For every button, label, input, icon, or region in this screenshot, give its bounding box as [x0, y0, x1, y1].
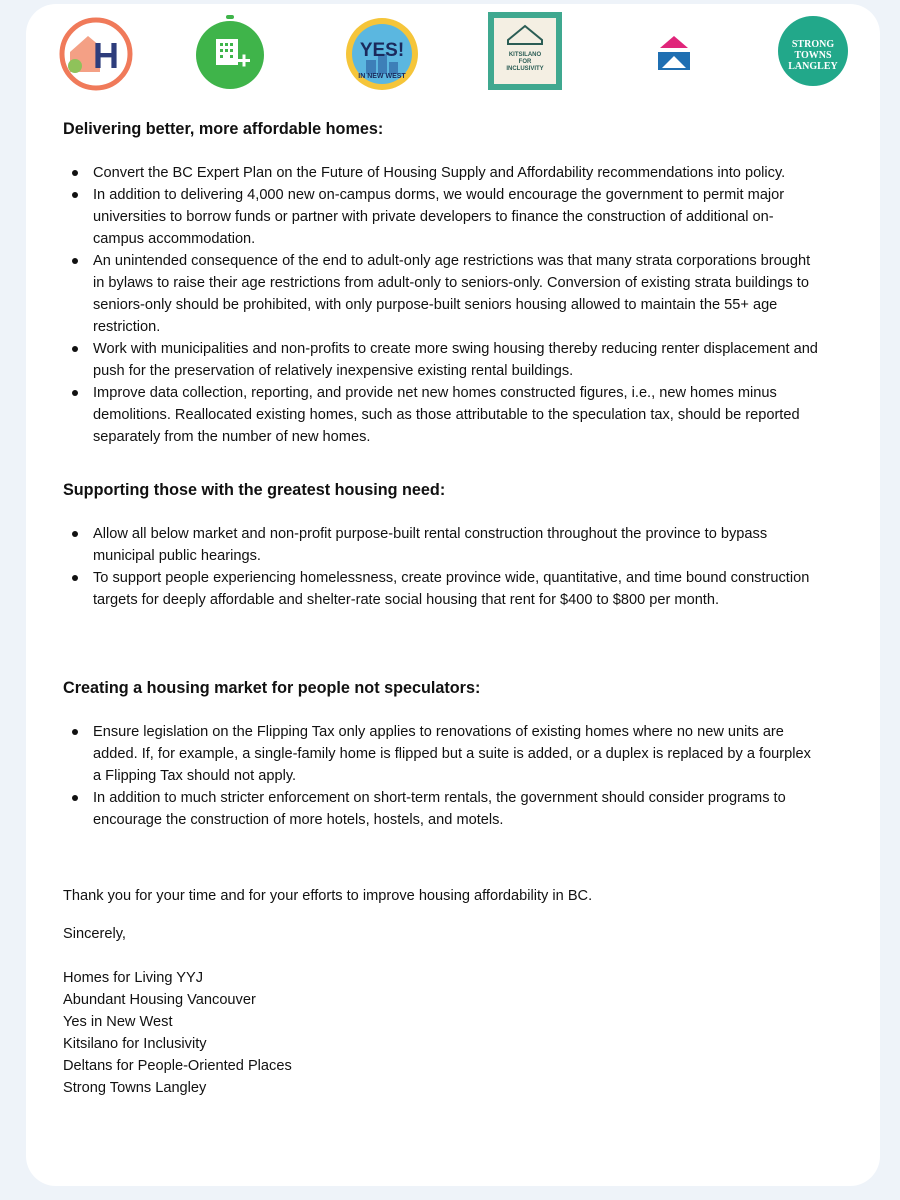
signatory: Deltans for People-Oriented Places [63, 1058, 292, 1074]
svg-text:FOR: FOR [518, 59, 532, 65]
affordable-homes-list [63, 162, 823, 448]
list-item: In addition to much stricter enforcement on short-term rentals, the government should consider programs to encourage the construction of more hotels, hostels, and motels. [63, 787, 823, 831]
svg-text:YES!: YES! [359, 40, 405, 61]
logo-row [26, 4, 880, 104]
signatory: Homes for Living YYJ [63, 970, 204, 986]
svg-text:LANGLEY: LANGLEY [788, 61, 838, 72]
homes-for-living-logo [58, 16, 134, 92]
svg-text:INCLUSIVITY: INCLUSIVITY [506, 66, 544, 72]
svg-text:IN NEW WEST: IN NEW WEST [358, 73, 406, 80]
section-heading-affordable-homes: Delivering better, more affordable homes: [63, 120, 384, 138]
svg-text:TOWNS: TOWNS [794, 50, 832, 61]
section-heading-speculators: Creating a housing market for people not speculators: [63, 679, 481, 697]
section-heading-housing-need: Supporting those with the greatest housing need: [63, 481, 446, 499]
kitsilano-logo [488, 12, 562, 90]
list-item: An unintended consequence of the end to adult-only age restrictions was that many strata corporations brought in bylaws to raise their age restrictions from adult-only to seniors-only. Conversion of existing strata buildings to seniors-only should be prohibited, with only purpose-built seniors housing allowed to maintain the 55+ age restriction. [63, 250, 823, 338]
letter-body [63, 118, 823, 1099]
svg-text:KITSILANO: KITSILANO [508, 52, 542, 58]
sincerely: Sincerely, [63, 926, 126, 942]
list-item: To support people experiencing homelessness, create province wide, quantitative, and time bound construction targets for deeply affordable and shelter-rate social housing that rent for $400 to $800 per month. [63, 567, 823, 611]
thanks-paragraph: Thank you for your time and for your efforts to improve housing affordability in BC. [63, 888, 593, 904]
signatory: Strong Towns Langley [63, 1080, 207, 1096]
abundant-housing-logo [194, 15, 266, 91]
speculators-list [63, 721, 823, 831]
signatory-list [63, 967, 823, 1099]
strong-towns-langley-logo [776, 14, 850, 88]
list-item: Work with municipalities and non-profits to create more swing housing thereby reducing renter displacement and push for the preservation of relatively inexpensive existing rental buildings. [63, 338, 823, 382]
list-item: Allow all below market and non-profit purpose-built rental construction throughout the province to bypass municipal public hearings. [63, 523, 823, 567]
svg-text:STRONG: STRONG [791, 39, 835, 50]
list-item: Convert the BC Expert Plan on the Future of Housing Supply and Affordability recommendations into policy. [63, 162, 823, 184]
signatory: Kitsilano for Inclusivity [63, 1036, 207, 1052]
list-item: In addition to delivering 4,000 new on-campus dorms, we would encourage the government to permit major universities to borrow funds or partner with private developers to finance the construction of additional on-campus accommodation. [63, 184, 823, 250]
list-item: Ensure legislation on the Flipping Tax only applies to renovations of existing homes where no new units are added. If, for example, a single-family home is flipped but a suite is added, or a duplex is replaced by a fourplex a Flipping Tax should not apply. [63, 721, 823, 787]
housing-need-list [63, 523, 823, 611]
signatory: Abundant Housing Vancouver [63, 992, 256, 1008]
deltans-logo [654, 34, 694, 72]
letter-page [26, 4, 880, 1186]
signatory: Yes in New West [63, 1014, 173, 1030]
yes-in-new-west-logo [342, 16, 422, 94]
svg-text:H: H [93, 35, 119, 76]
list-item: Improve data collection, reporting, and provide net new homes constructed figures, i.e., new homes minus demolitions. Reallocated existing homes, such as those attributable to the speculation tax, should be reported separately from the number of new homes. [63, 382, 823, 448]
